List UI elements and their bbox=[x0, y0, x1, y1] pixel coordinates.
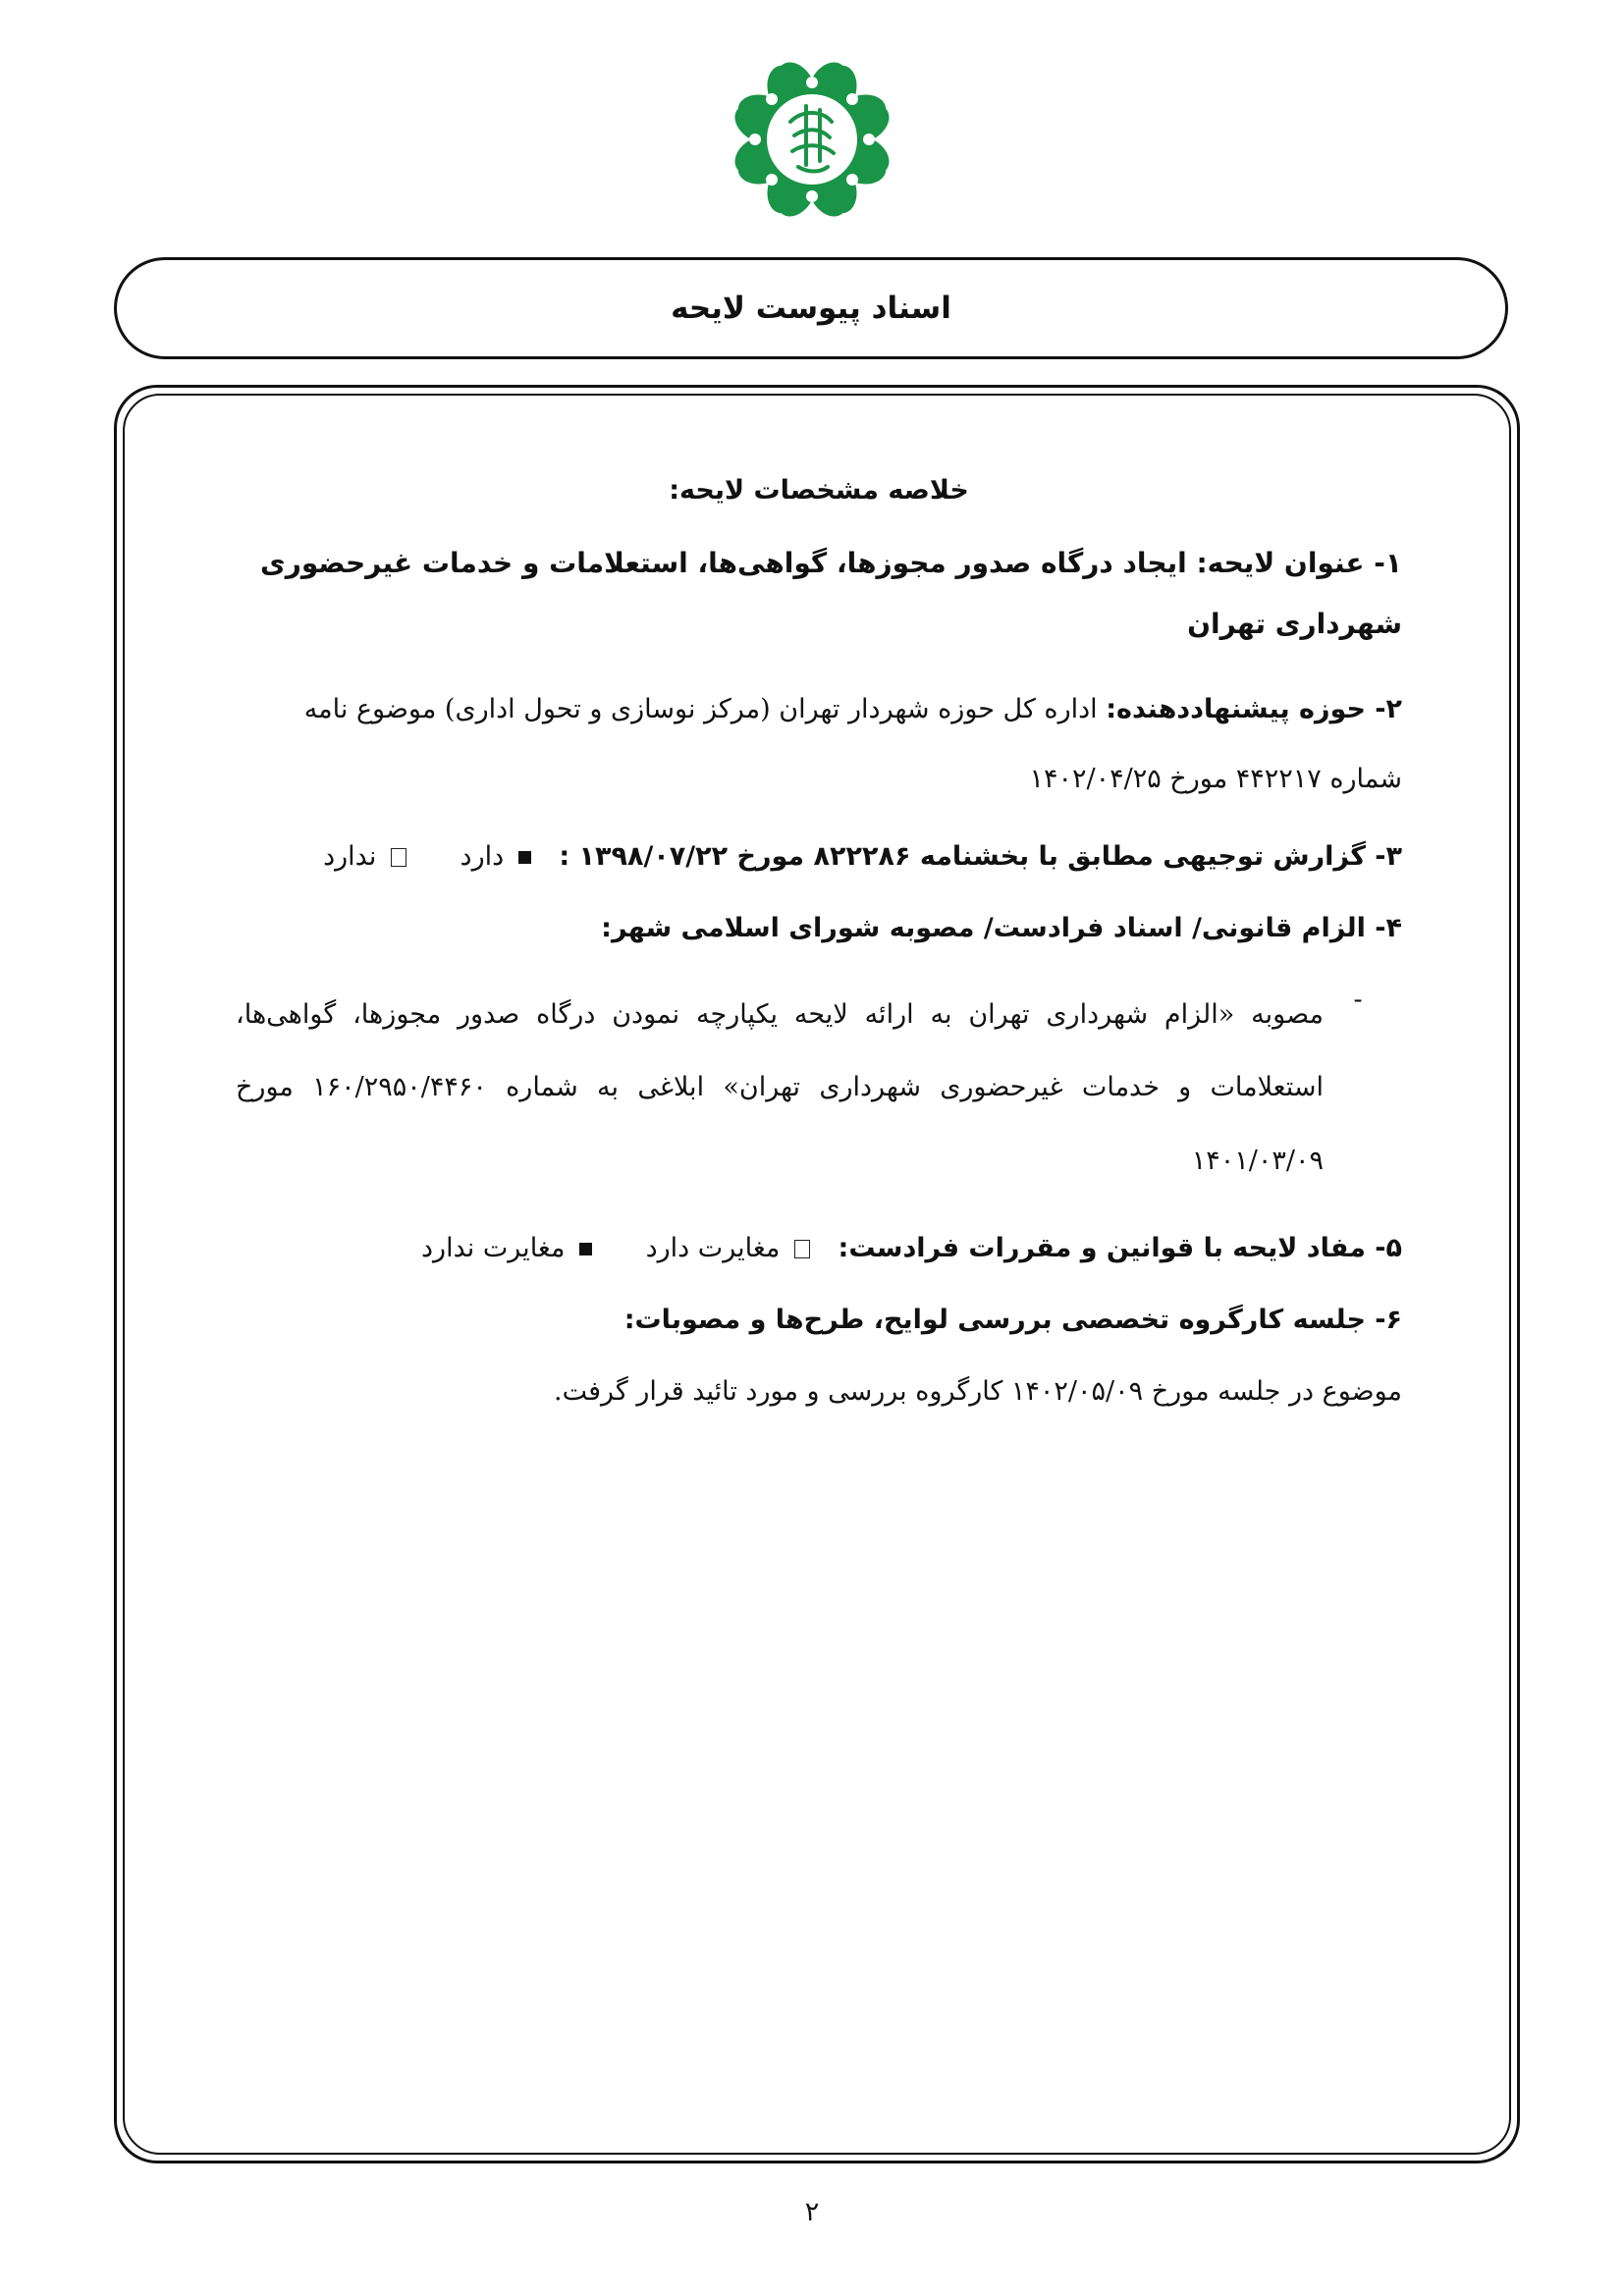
item-working-group-meeting: ۶- جلسه کارگروه تخصصی بررسی لوایح، طرح‌ها و مصوبات: bbox=[623, 1305, 1402, 1336]
report-has-label: دارد bbox=[460, 840, 505, 872]
item-legal-requirement: ۴- الزام قانونی/ اسناد فرادست/ مصوبه شورای اسلامی شهر: bbox=[601, 912, 1402, 943]
report-option-has-not bbox=[323, 835, 406, 878]
summary-heading: خلاصه مشخصات لایحه: bbox=[669, 475, 969, 506]
conflict-option-no bbox=[421, 1227, 592, 1269]
legal-requirement-entry bbox=[236, 979, 1402, 1198]
checkbox-empty-icon bbox=[391, 848, 406, 867]
proposer-label: ۲- حوزه پیشنهاددهنده: bbox=[1106, 694, 1402, 725]
bill-title-label: ۱- عنوان لایحه: bbox=[1196, 547, 1402, 580]
bill-title-value: ایجاد درگاه صدور مجوزها، گواهی‌ها، استعلامات و خدمات غیرحضوری شهرداری تهران bbox=[260, 547, 1402, 640]
checkbox-checked-icon bbox=[579, 1243, 592, 1255]
tehran-municipality-logo bbox=[714, 41, 910, 238]
bullet-dash: - bbox=[1353, 985, 1363, 1016]
checkbox-checked-icon bbox=[518, 851, 531, 864]
item-conflict-with-laws bbox=[236, 1227, 1402, 1269]
conflict-no-label: مغایرت ندارد bbox=[421, 1232, 566, 1263]
item-justification-report bbox=[236, 835, 1402, 878]
page-number: ۲ bbox=[804, 2197, 820, 2227]
conflict-yes-label: مغایرت دارد bbox=[645, 1232, 781, 1263]
page-title: اسناد پیوست لایحه bbox=[671, 291, 951, 326]
legal-requirement-text: مصوبه «الزام شهرداری تهران به ارائه لایحه یکپارچه نمودن درگاه صدور مجوزها، گواهی‌ها، استعلامات و خدمات غیرحضوری شهرداری تهران» ابلاغی به شماره ۱۶۰/۲۹۵۰/۴۴۶۰ مورخ ۱۴۰۱/۰۳/۰۹ bbox=[236, 999, 1324, 1176]
conflict-label: ۵- مفاد لایحه با قوانین و مقررات فرادست: bbox=[838, 1232, 1402, 1263]
checkbox-empty-icon bbox=[794, 1240, 810, 1258]
item-proposer bbox=[236, 675, 1402, 813]
meeting-result: موضوع در جلسه مورخ ۱۴۰۲/۰۵/۰۹ کارگروه بررسی و مورد تائید قرار گرفت. bbox=[554, 1376, 1402, 1408]
conflict-option-yes bbox=[646, 1227, 810, 1269]
report-label: ۳- گزارش توجیهی مطابق با بخشنامه ۸۲۲۲۸۶ مورخ ۱۳۹۸/۰۷/۲۲ : bbox=[559, 840, 1402, 872]
item-bill-title bbox=[236, 533, 1402, 654]
report-has-not-label: ندارد bbox=[323, 840, 377, 872]
bill-summary bbox=[236, 469, 1402, 1442]
proposer-value: اداره کل حوزه شهردار تهران (مرکز نوسازی و تحول اداری) موضوع نامه شماره ۴۴۲۲۱۷ مورخ ۱۴۰۲/۰۴/۲۵ bbox=[303, 694, 1402, 794]
report-option-has bbox=[460, 835, 531, 878]
attachment-title-box bbox=[114, 257, 1508, 359]
